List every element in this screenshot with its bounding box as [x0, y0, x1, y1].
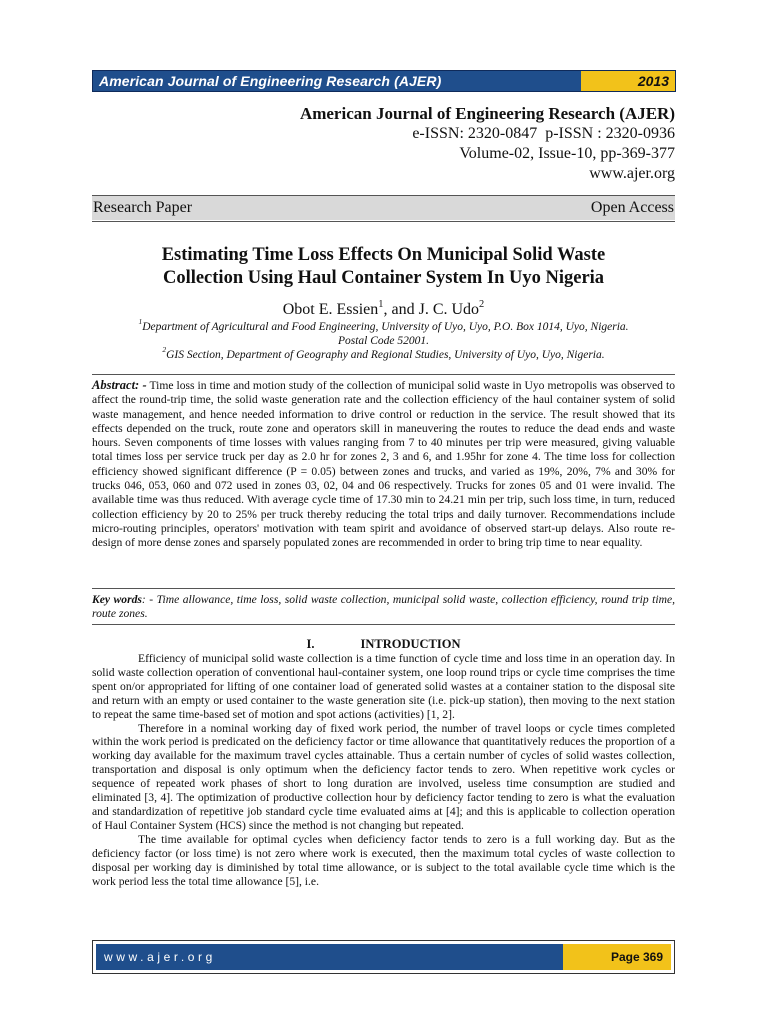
keywords-bottom-rule [92, 624, 675, 625]
keywords-top-rule [92, 588, 675, 589]
intro-paragraph-2: Therefore in a nominal working day of fixed work period, the number of travel loops or cycle times completed within the work period is predicated on the deficiency factor or time allowance that quantitatively reduces the proportion of a working day available for the maximum travel cycles attainable. Thus a certain number of cycles of solid wastes collection, transportation and disposal is only optimum when the deficiency factor tends to zero. When repetitive work cycles or sequence of repeated work phases of short to long duration are involved, useless time consumption are studied and eliminated [3, 4]. The optimization of productive collection hour by deficiency factor tending to zero is what the evaluation and standardization of repetitive job standard cycle time evaluated aims at [4]; and this is applicable to collection operation of Haul Container System (HCS) since the method is not changing but repeated. [92, 721, 675, 832]
affiliations [92, 317, 675, 362]
author-1-sup: 1 [378, 298, 384, 310]
intro-paragraph-1: Efficiency of municipal solid waste collection is a time function of cycle time and loss time in an operation day. In solid waste collection operation of conventional haul-container system, one loop round trips or cycle time comprises the time spent on/or appropriated for lifting of one container load of generated solid wastes at a container station to the disposal site and return with an empty or used container to the waste generation site (i.e. pick-up station), then moving to the next station to repeat the same time-based set of motion and spot actions (activities) [1, 2]. [92, 652, 675, 721]
section-heading [92, 636, 675, 652]
header-journal-name: American Journal of Engineering Research (AJER) [93, 71, 581, 91]
paper-type-bar [92, 196, 675, 220]
paper-type-label: Research Paper [93, 199, 193, 216]
affil-2-sup: 2 [162, 345, 167, 355]
journal-info [300, 104, 675, 184]
keywords-text: : - Time allowance, time loss, solid waste collection, municipal solid waste, collection efficiency, round trip time, route zones. [92, 593, 675, 621]
journal-website: www.ajer.org [589, 165, 675, 182]
author-2: , and J. C. Udo [383, 301, 480, 318]
abstract-label: Abstract: - [92, 378, 147, 392]
author-1: Obot E. Essien [282, 301, 379, 318]
journal-issn: e-ISSN: 2320-0847 p-ISSN : 2320-0936 [412, 125, 675, 142]
intro-paragraph-3: The time available for optimal cycles when deficiency factor tends to zero is a full working day. But as the deficiency factor (or loss time) is not zero where work is executed, then the maximum total cycles of waste collection to disposal per working day is diminished by total time allowance, or is subject to the total available cycle time which is the work period less the total time allowance [5], i.e. [92, 832, 675, 888]
authors [92, 300, 675, 320]
bottom-rule [92, 221, 675, 222]
introduction-body [92, 652, 675, 888]
affil-1-sup: 1 [138, 317, 143, 327]
affil-1-postal: Postal Code 52001. [337, 335, 430, 347]
author-2-sup: 2 [479, 298, 485, 310]
section-title: INTRODUCTION [360, 637, 461, 651]
abstract-top-rule [92, 374, 675, 375]
paper-title [92, 244, 675, 290]
keywords-label: Key words [92, 593, 142, 606]
running-header [92, 70, 676, 92]
keywords [92, 593, 675, 622]
access-label: Open Access [590, 199, 674, 216]
abstract-text: Time loss in time and motion study of the collection of municipal solid waste in Uyo metropolis was observed to affect the round-trip time, the solid waste generation rate and the collection efficiency of the haul container system of solid waste management, and hence needed information to drive control or reduction in the service. The result showed that its effects depended on the truck, route zone and operators skill in maneuvering the routes to reduce the dead ends and waste hours. Seven components of time losses with values ranging from 7 to 40 minutes per trip were measured, giving valuable total times loss per service truck per day as 2.0 hr for zones 2, 3 and 6, and 1.95hr for zone 4. The time loss for collection efficiency showed significant difference (P = 0.05) between zones and trucks, and varied as 19%, 20%, 7% and 30% for trucks 046, 053, 060 and 072 used in zones 03, 02, 04 and 06 respectively. Trucks for zones 05 and 01 were invalid. The available time was thus reduced. With average cycle time of 17.30 min to 24.21 min per trip, such loss time, in turn, reduced collection efficiency by 20 to 25% per truck thereby reducing the total trips and daily turnover. Recommendations include micro-routing principles, operators' motivation with team spirit and avoidance of observed start-up delays. Also route re-design of more dense zones and sparsely populated zones are recommended in order to bring trip time to near equality. [92, 379, 675, 550]
abstract [92, 378, 675, 551]
journal-name: American Journal of Engineering Research (AJER) [299, 104, 675, 123]
footer-website: www.ajer.org [96, 944, 563, 970]
footer-page-number: Page 369 [563, 944, 671, 970]
header-year: 2013 [581, 71, 675, 91]
title-line-2: Collection Using Haul Container System In Uyo Nigeria [162, 268, 605, 288]
journal-volume: Volume-02, Issue-10, pp-369-377 [459, 145, 675, 162]
affil-2: GIS Section, Department of Geography and Regional Studies, University of Uyo, Uyo, Nigeria. [166, 349, 605, 361]
page-footer [92, 940, 675, 974]
affil-1: Department of Agricultural and Food Engineering, University of Uyo, Uyo, P.O. Box 1014, Uyo, Nigeria. [142, 321, 629, 333]
title-line-1: Estimating Time Loss Effects On Municipal Solid Waste [161, 245, 606, 265]
section-number: I. [306, 637, 315, 651]
